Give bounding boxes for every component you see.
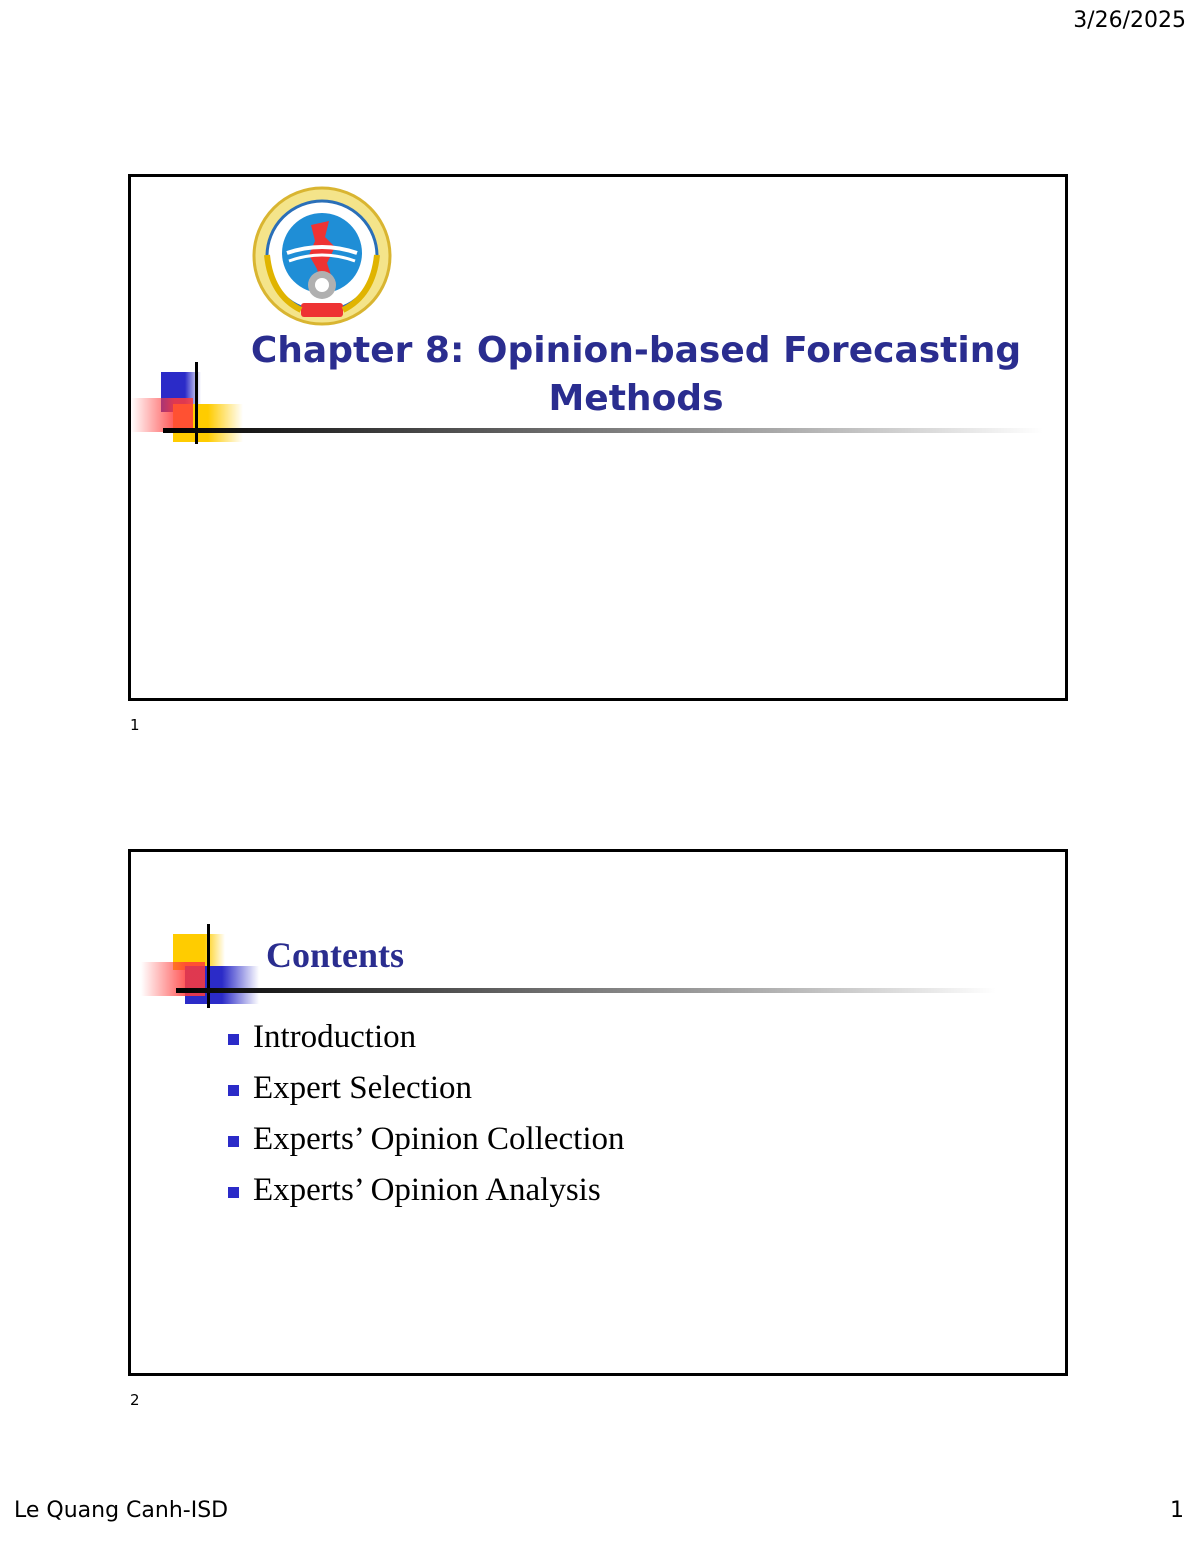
title-line-1: Chapter 8: Opinion-based Forecasting: [250, 330, 1022, 371]
square-bullet-icon: [228, 1136, 239, 1147]
square-bullet-icon: [228, 1034, 239, 1045]
corner-squares-decoration: [141, 924, 261, 1014]
title-line-2: Methods: [548, 378, 724, 419]
square-bullet-icon: [228, 1085, 239, 1096]
slide-1-title: [241, 327, 1031, 423]
square-bullet-icon: [228, 1187, 239, 1198]
footer-page-number: 1: [1170, 1498, 1184, 1523]
slide-2-number: 2: [130, 1391, 140, 1409]
university-logo: [251, 185, 393, 327]
title-rule: [163, 428, 1043, 433]
contents-list: [226, 1014, 625, 1218]
slide-2: [128, 849, 1068, 1376]
list-item: Introduction: [226, 1014, 625, 1065]
slide-2-title: Contents: [266, 935, 405, 975]
slide-1-number: 1: [130, 716, 140, 734]
list-item: Experts’ Opinion Collection: [226, 1116, 625, 1167]
title-rule: [176, 988, 996, 993]
footer-author: Le Quang Canh-ISD: [14, 1498, 229, 1523]
red-square: [131, 398, 193, 432]
list-item: Expert Selection: [226, 1065, 625, 1116]
slide-1: [128, 174, 1068, 701]
list-item: Experts’ Opinion Analysis: [226, 1167, 625, 1218]
page-date: 3/26/2025: [1073, 8, 1186, 33]
vertical-line: [207, 924, 210, 1008]
corner-squares-decoration: [131, 362, 251, 452]
